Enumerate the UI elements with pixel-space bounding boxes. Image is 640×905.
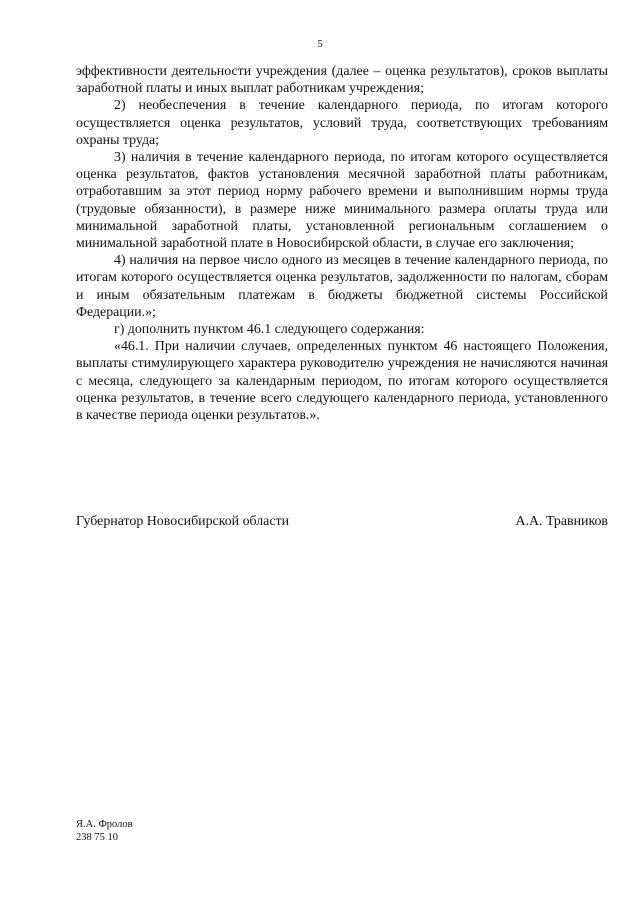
paragraph-item-3: 3) наличия в течение календарного периода, по итогам которого осуществляется оценка результатов, фактов установления месячной заработной платы работникам, отработавшим за этот период норму рабочего времени и выполнившим нормы труда (трудовые обязанности), в размере ниже минимального размера оплаты труда или минимальной заработной платы, установленной региональным соглашением о минимальной заработной плате в Новосибирской области, в случае его заключения; xyxy=(76,150,608,252)
paragraph-amendment-g: г) дополнить пунктом 46.1 следующего содержания: xyxy=(114,322,425,338)
paragraph-clause-46-1: «46.1. При наличии случаев, определенных пунктом 46 настоящего Положения, выплаты стимулирующего характера руководителю учреждения не начисляются начиная с месяца, следующего за календарным периодом, по итогам которого осуществляется оценка результатов, в течение всего следующего календарного периода, установленного в качестве периода оценки результатов.». xyxy=(76,339,608,424)
paragraph-item-4: 4) наличия на первое число одного из месяцев в течение календарного периода, по итогам которого осуществляется оценка результатов, задолженности по налогам, сборам и иным обязательным платежам в бюджеты бюджетной системы Российской Федерации.»; xyxy=(76,253,608,320)
executor-block xyxy=(76,818,133,844)
executor-phone: 238 75 10 xyxy=(76,832,118,843)
paragraph-1: эффективности деятельности учреждения (далее – оценка результатов), сроков выплаты заработной платы и иных выплат работникам учреждения; xyxy=(76,64,608,97)
signatory-position: Губернатор Новосибирской области xyxy=(76,514,290,529)
page-number: 5 xyxy=(317,38,323,50)
paragraph-item-2: 2) необеспечения в течение календарного периода, по итогам которого осуществляется оценка результатов, условий труда, соответствующих требованиям охраны труда; xyxy=(76,98,608,148)
document-body xyxy=(76,63,608,424)
signatory-name: А.А. Травников xyxy=(515,514,608,529)
executor-name: Я.А. Фролов xyxy=(76,819,133,830)
